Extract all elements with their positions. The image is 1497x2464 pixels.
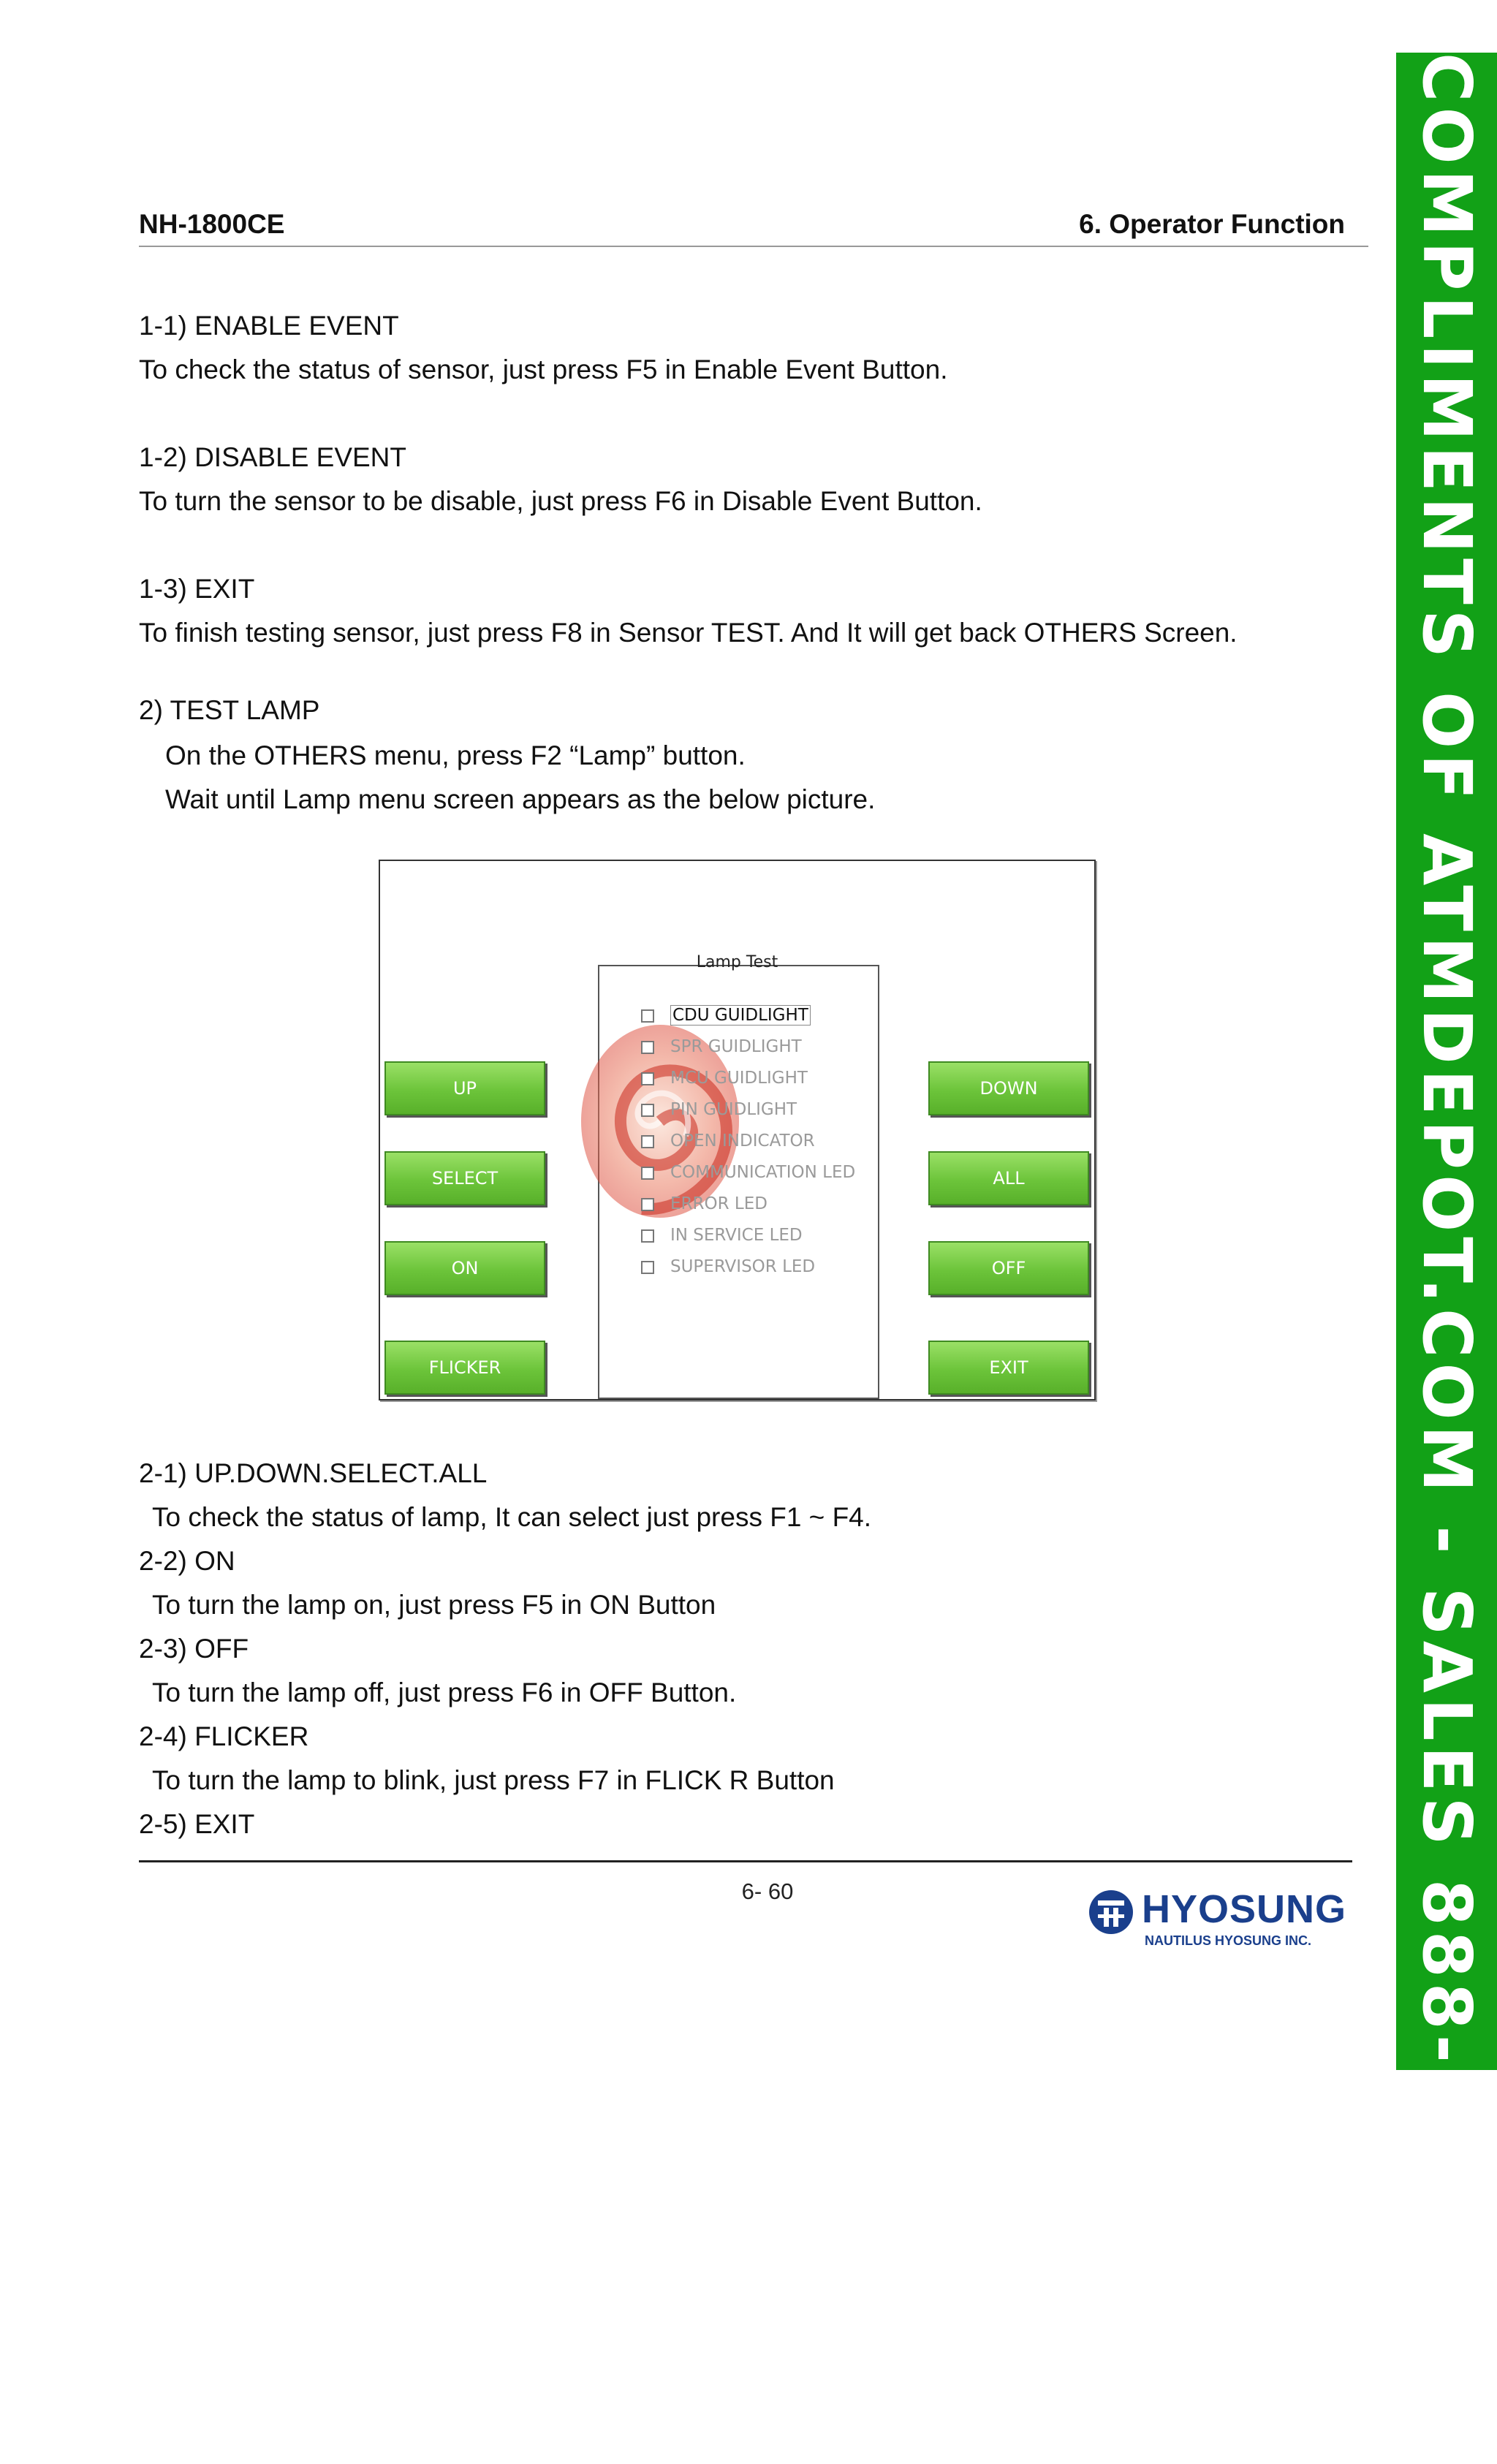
checkbox-icon[interactable] xyxy=(641,1261,654,1274)
hyosung-emblem-icon xyxy=(1088,1889,1134,1936)
subsection-flicker-title: 2-4) FLICKER xyxy=(139,1721,309,1751)
logo-wordmark: HYOSUNG xyxy=(1142,1887,1347,1931)
checkbox-icon[interactable] xyxy=(641,1167,654,1180)
section-disable-event-title: 1-2) DISABLE EVENT xyxy=(139,442,407,472)
lamp-test-title: Lamp Test xyxy=(696,953,778,971)
exit-button[interactable]: EXIT xyxy=(928,1341,1089,1395)
subsection-off-title: 2-3) OFF xyxy=(139,1634,249,1664)
flicker-button[interactable]: FLICKER xyxy=(384,1341,545,1395)
hyosung-logo xyxy=(1088,1887,1347,1957)
checkbox-icon[interactable] xyxy=(641,1072,654,1085)
lamp-test-screenshot xyxy=(379,860,1096,1400)
lamp-item-6[interactable]: ERROR LED xyxy=(641,1193,768,1215)
lamp-item-8[interactable]: SUPERVISOR LED xyxy=(641,1256,815,1278)
lamp-item-5[interactable]: COMMUNICATION LED xyxy=(641,1161,855,1183)
section-enable-event-title: 1-1) ENABLE EVENT xyxy=(139,311,399,341)
sales-banner-text: COMPLIMENTS OF ATMDEPOT.COM - SALES 888-959-2269 xyxy=(1408,53,1486,2464)
subsection-flicker-body: To turn the lamp to blink, just press F7 in FLICK R Button xyxy=(152,1765,835,1795)
section-disable-event-body: To turn the sensor to be disable, just press F6 in Disable Event Button. xyxy=(139,486,982,516)
lamp-item-2[interactable]: MCU GUIDLIGHT xyxy=(641,1067,808,1089)
lamp-item-0[interactable]: CDU GUIDLIGHT xyxy=(641,1004,811,1026)
header-divider xyxy=(139,246,1368,247)
chapter-title: 6. Operator Function xyxy=(1079,209,1345,239)
all-button[interactable]: ALL xyxy=(928,1151,1089,1205)
section-test-lamp-title: 2) TEST LAMP xyxy=(139,695,320,725)
page-number: 6- 60 xyxy=(741,1879,794,1904)
subsection-off-body: To turn the lamp off, just press F6 in OFF Button. xyxy=(152,1678,737,1707)
checkbox-icon[interactable] xyxy=(641,1198,654,1211)
on-button[interactable]: ON xyxy=(384,1241,545,1295)
logo-tagline: NAUTILUS HYOSUNG INC. xyxy=(1145,1933,1312,1948)
up-button[interactable]: UP xyxy=(384,1061,545,1115)
down-button[interactable]: DOWN xyxy=(928,1061,1089,1115)
section-exit-body: To finish testing sensor, just press F8 in Sensor TEST. And It will get back OTHERS Screen. xyxy=(139,618,1238,648)
checkbox-icon[interactable] xyxy=(641,1041,654,1054)
subsection-navigation-body: To check the status of lamp, It can select just press F1 ~ F4. xyxy=(152,1502,872,1532)
checkbox-icon[interactable] xyxy=(641,1135,654,1148)
section-test-lamp-line-1: On the OTHERS menu, press F2 “Lamp” button. xyxy=(165,740,746,770)
checkbox-icon[interactable] xyxy=(641,1229,654,1243)
section-exit-title: 1-3) EXIT xyxy=(139,574,255,604)
lamp-item-4[interactable]: OPEN INDICATOR xyxy=(641,1130,815,1152)
off-button[interactable]: OFF xyxy=(928,1241,1089,1295)
lamp-item-1[interactable]: SPR GUIDLIGHT xyxy=(641,1036,802,1058)
subsection-navigation-title: 2-1) UP.DOWN.SELECT.ALL xyxy=(139,1458,488,1488)
checkbox-icon[interactable] xyxy=(641,1104,654,1117)
sales-banner xyxy=(1396,53,1497,2464)
lamp-item-7[interactable]: IN SERVICE LED xyxy=(641,1224,803,1246)
lamp-item-3[interactable]: PIN GUIDLIGHT xyxy=(641,1099,797,1121)
document-model-label: NH-1800CE xyxy=(139,209,285,239)
subsection-on-title: 2-2) ON xyxy=(139,1546,235,1576)
footer-divider xyxy=(139,1860,1352,1862)
section-test-lamp-line-2: Wait until Lamp menu screen appears as the below picture. xyxy=(165,784,876,814)
subsection-on-body: To turn the lamp on, just press F5 in ON Button xyxy=(152,1590,716,1620)
checkbox-icon[interactable] xyxy=(641,1009,654,1023)
section-enable-event-body: To check the status of sensor, just press F5 in Enable Event Button. xyxy=(139,355,948,384)
subsection-exit-title: 2-5) EXIT xyxy=(139,1809,255,1839)
select-button[interactable]: SELECT xyxy=(384,1151,545,1205)
